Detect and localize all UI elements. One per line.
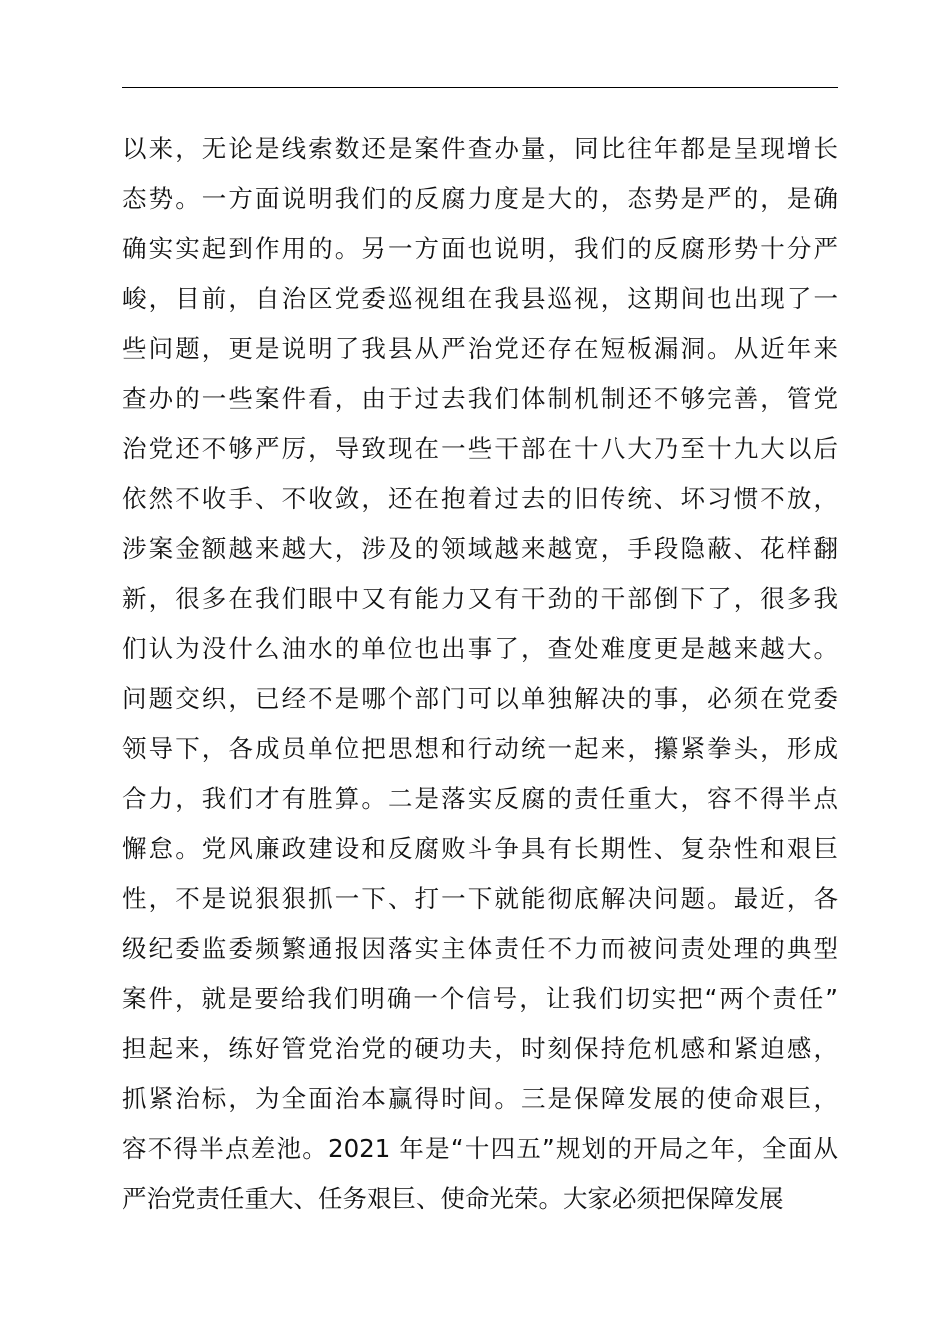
text-line: 案件，就是要给我们明确一个信号，让我们切实把“两个责任”	[122, 984, 838, 1013]
text-line: 峻，目前，自治区党委巡视组在我县巡视，这期间也出现了一	[122, 284, 838, 313]
text-line: 些问题，更是说明了我县从严治党还存在短板漏洞。从近年来	[122, 334, 838, 363]
text-line: 级纪委监委频繁通报因落实主体责任不力而被问责处理的典型	[122, 934, 838, 963]
text-line: 容不得半点差池。2021 年是“十四五”规划的开局之年，全面从	[122, 1134, 838, 1163]
text-line: 新，很多在我们眼中又有能力又有干劲的干部倒下了，很多我	[122, 584, 838, 613]
text-line: 查办的一些案件看，由于过去我们体制机制还不够完善，管党	[122, 384, 838, 413]
text-line: 问题交织，已经不是哪个部门可以单独解决的事，必须在党委	[122, 684, 838, 713]
text-line: 性，不是说狠狠抓一下、打一下就能彻底解决问题。最近，各	[122, 884, 838, 913]
text-line: 依然不收手、不收敛，还在抱着过去的旧传统、坏习惯不放，	[122, 484, 838, 513]
text-line: 懈怠。党风廉政建设和反腐败斗争具有长期性、复杂性和艰巨	[122, 834, 838, 863]
text-line: 治党还不够严厉，导致现在一些干部在十八大乃至十九大以后	[122, 434, 838, 463]
text-line: 们认为没什么油水的单位也出事了，查处难度更是越来越大。	[122, 634, 838, 663]
text-line: 合力，我们才有胜算。二是落实反腐的责任重大，容不得半点	[122, 784, 838, 813]
text-line: 领导下，各成员单位把思想和行动统一起来，攥紧拳头，形成	[122, 734, 838, 763]
text-line: 担起来，练好管党治党的硬功夫，时刻保持危机感和紧迫感，	[122, 1034, 838, 1063]
text-line: 严治党责任重大、任务艰巨、使命光荣。大家必须把保障发展	[122, 1184, 784, 1213]
text-line: 以来，无论是线索数还是案件查办量，同比往年都是呈现增长	[122, 134, 838, 163]
header-rule	[122, 87, 838, 88]
document-body	[122, 124, 838, 1224]
text-line: 涉案金额越来越大，涉及的领域越来越宽，手段隐蔽、花样翻	[122, 534, 838, 563]
text-line: 态势。一方面说明我们的反腐力度是大的，态势是严的，是确	[122, 184, 838, 213]
text-line: 抓紧治标，为全面治本赢得时间。三是保障发展的使命艰巨，	[122, 1084, 838, 1113]
text-line: 确实实起到作用的。另一方面也说明，我们的反腐形势十分严	[122, 234, 838, 263]
